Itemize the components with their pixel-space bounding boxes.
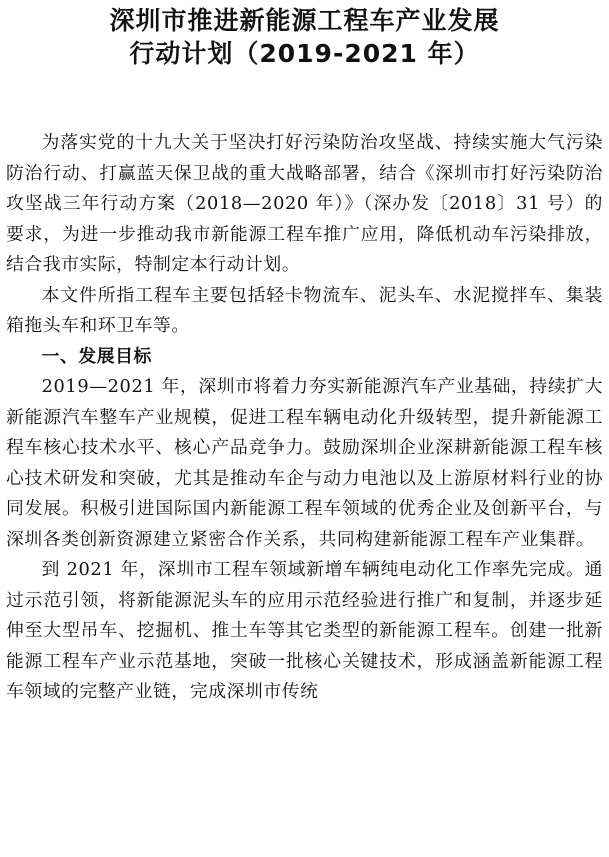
section-heading-goals: 一、发展目标 [41, 345, 152, 367]
title-line-1: 深圳市推进新能源工程车产业发展 [109, 6, 500, 35]
paragraph-goals-1: 2019—2021 年，深圳市将着力夯实新能源汽车产业基础，持续扩大新能源汽车整车产业规模，促进工程车辆电动化升级转型，提升新能源工程车核心技术水平、核心产品竞争力。鼓励深圳企业深耕新能源工程车核心技术研发和突破，尤其是推动车企与动力电池以及上游原材料行业的协同发展。积极引进国际国内新能源工程车领域的优秀企业及创新平台，与深圳各类创新资源建立紧密合作关系，共同构建新能源工程车产业集群。 [6, 376, 603, 550]
paragraph-goals-2: 到 2021 年，深圳市工程车领域新增车辆纯电动化工作率先完成。通过示范引领，将新能源泥头车的应用示范经验进行推广和复制，并逐步延伸至大型吊车、挖掘机、推土车等其它类型的新能源工程车。创建一批新能源工程车产业示范基地，突破一批核心关键技术，形成涵盖新能源工程车领域的完整产业链，完成深圳市传统 [6, 559, 603, 702]
paragraph-intro: 为落实党的十九大关于坚决打好污染防治攻坚战、持续实施大气污染防治行动、打赢蓝天保卫战的重大战略部署，结合《深圳市打好污染防治攻坚战三年行动方案（2018—2020 年）》（深办发〔2018〕31 号）的要求，为进一步推动我市新能源工程车推广应用，降低机动车污染排放，结合我市实际，特制定本行动计划。 [6, 132, 603, 275]
title-line-2: 行动计划（2019-2021 年） [129, 39, 480, 68]
document-body [6, 128, 603, 708]
document-title [6, 4, 603, 70]
paragraph-scope: 本文件所指工程车主要包括轻卡物流车、泥头车、水泥搅拌车、集装箱拖头车和环卫车等。 [6, 284, 603, 336]
